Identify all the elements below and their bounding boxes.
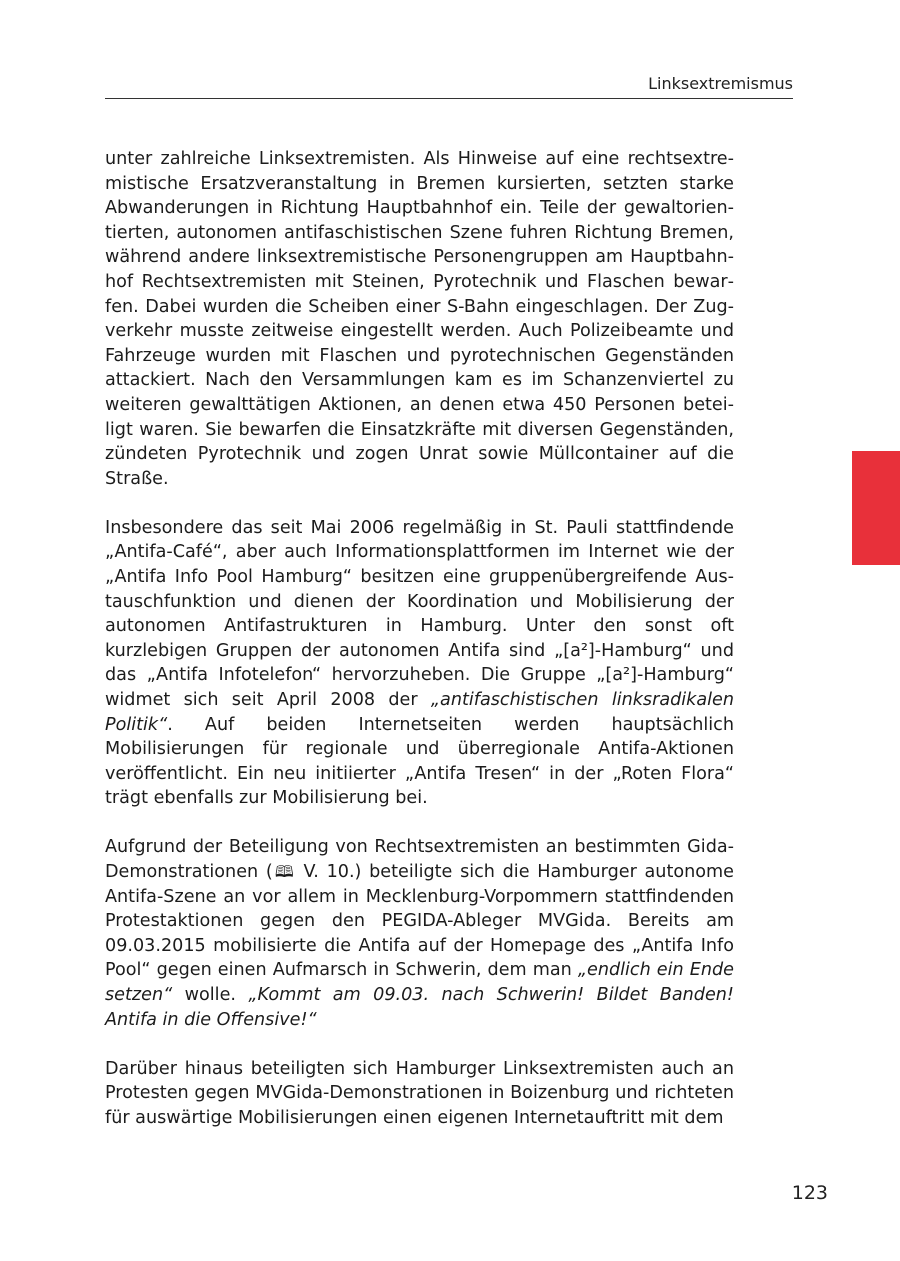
text-run: V. 10.) beteiligte sich die Hamburger autonome Antifa-Szene an vor allem in Mecklenburg-Vorpommern stattfindenden Protestaktionen gegen den PEGIDA-Ableger MVGida. Bereits am 09.03.2015 mobilisierte die Antifa auf der Homepage des „Antifa Info Pool“ gegen einen Aufmarsch in Schwerin, dem man [105,862,734,981]
chapter-marker-tab [852,451,900,565]
text-run: unter zahlreiche Linksextremisten. Als Hinweise auf eine rechtsextremistische Ersatzveranstaltung in Bremen kursierten, setzten starke Abwanderungen in Richtung Hauptbahnhof ein. Teile der gewaltorientierten, autonomen antifaschistischen Szene fuhren Richtung Bremen, während andere linksextremistische Personengruppen am Hauptbahnhof Rechtsextremisten mit Steinen, Pyrotechnik und Flaschen bewarfen. Dabei wurden die Scheiben einer S-Bahn eingeschlagen. Der Zugverkehr musste zeitweise eingestellt werden. Auch Polizeibeamte und Fahrzeuge wurden mit Flaschen und pyrotechnischen Gegenständen attackiert. Nach den Versammlungen kam es im Schanzenviertel zu weiteren gewalttätigen Aktionen, an denen etwa 450 Personen beteiligt waren. Sie bewarfen die Einsatzkräfte mit diversen Gegenständen, zündeten Pyrotechnik und zogen Unrat sowie Müllcontainer auf die Straße. [105,149,734,489]
text-run: wolle. [172,985,249,1005]
quote-italic: „endlich ein Ende setzen“ [105,960,734,1005]
paragraph [105,147,734,491]
body-text [105,147,734,1155]
header-rule [105,98,793,99]
page-number: 123 [791,1182,828,1204]
paragraph [105,835,734,1032]
paragraph [105,516,734,811]
quote-italic: „antifaschistischen linksradikalen Politik“ [105,689,735,735]
paragraph [105,1057,734,1131]
text-run: Darüber hinaus beteiligten sich Hamburger Linksextremisten auch an Protesten gegen MVGida-Demonstrationen in Boizenburg und richteten für auswärtige Mobilisierungen einen eigenen Internetauftritt mit dem [105,1058,734,1128]
text-run: . Auf beiden Internetseiten werden hauptsächlich Mobilisierungen für regionale und überregionale Antifa-Aktionen veröffentlicht. Ein neu initiierter „Antifa Tresen“ in der „Roten Flora“ trägt ebenfalls zur Mobilisierung bei. [105,714,734,809]
text-run: Insbesondere das seit Mai 2006 regelmäßig in St. Pauli stattfindende „Antifa-Café“, aber auch Informationsplattformen im Internet wie der „Antifa Info Pool Hamburg“ besitzen eine gruppenübergreifende Austauschfunktion und dienen der Koordination und Mobilisierung der autonomen Antifastrukturen in Hamburg. Unter den sonst oft kurzlebigen Gruppen der autonomen Antifa sind „[a²]-Hamburg“ und das „Antifa Infotelefon“ hervorzuheben. Die Gruppe „[a²]-Hamburg“ widmet sich seit April 2008 der [105,517,734,710]
text-run: Aufgrund der Beteiligung von Rechtsextremisten an bestimmten Gida-Demonstrationen ( [105,837,734,883]
book-reference-icon: 🕮 [272,862,296,882]
running-header: Linksextremismus [648,74,793,93]
quote-italic: „Kommt am 09.03. nach Schwerin! Bildet Banden! Antifa in die Offensive!“ [105,985,734,1030]
